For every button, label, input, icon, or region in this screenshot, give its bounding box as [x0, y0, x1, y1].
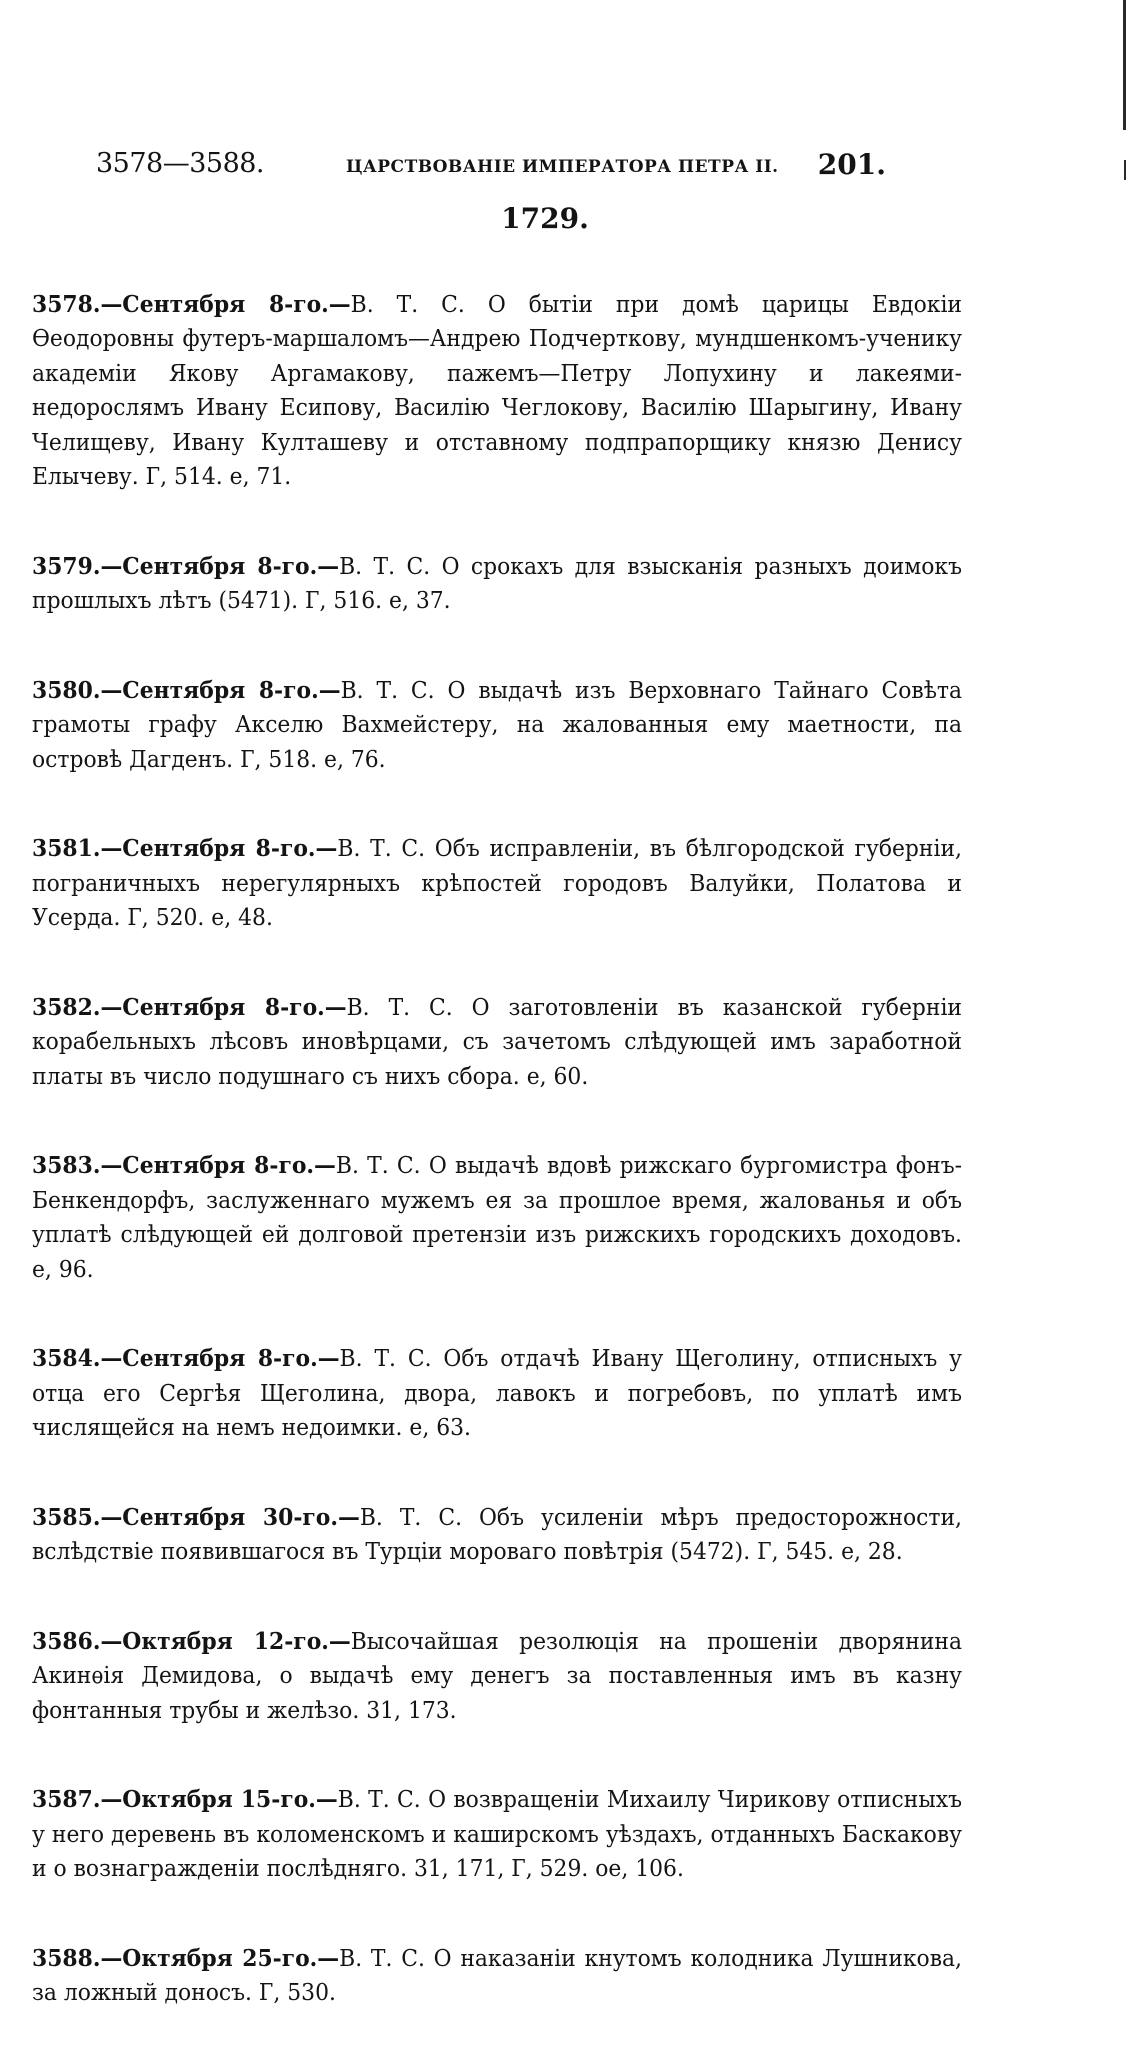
running-title: ЦАРСТВОВАНІЕ ИМПЕРАТОРА ПЕТРА II.: [346, 157, 779, 177]
entry-number: 3583.: [32, 1151, 101, 1179]
entry-number: 3584.: [32, 1344, 101, 1372]
entry: [32, 1148, 962, 1286]
entry-date: —Сентября 8-го.—: [100, 675, 341, 704]
entry: [32, 831, 962, 935]
entry-date: —Октября 12-го.—: [100, 1626, 351, 1655]
entry-text: В. Т. С. О наказаніи кнутомъ колодника Лушникова, за ложный доносъ. Г, 530.: [32, 1943, 962, 2006]
scan-edge-mark: [1124, 160, 1126, 180]
entry-date: —Октября 25-го.—: [100, 1943, 340, 1972]
entry-number: 3586.: [32, 1626, 101, 1655]
entry-number: 3581.: [32, 834, 101, 862]
entry-date: —Сентября 8-го.—: [100, 992, 347, 1021]
year-heading: 1729.: [501, 202, 589, 235]
entry-number: 3580.: [32, 675, 101, 704]
entry-text: В. Т. С. О бытіи при домѣ царицы Евдокіи Ѳеодоровны футеръ-маршаломъ—Андрею Подчерткову, мундшенкомъ-ученику академіи Якову Аргамакову, пажемъ—Петру Лопухину и лакеями-недорослямъ Ивану Есипову, Василію Чеглокову, Василію Шарыгину, Ивану Челищеву, Ивану Култашеву и отставному подпрапорщику князю Денису Елычеву. Г, 514. е, 71.: [32, 289, 963, 490]
entries-list: [32, 263, 962, 2065]
entry: [32, 673, 962, 777]
entry-date: —Сентября 30-го.—: [100, 1502, 360, 1531]
entry-text: В. Т. С. О срокахъ для взысканія разныхъ доимокъ прошлыхъ лѣтъ (5471). Г, 516. е, 37.: [32, 551, 963, 614]
scan-edge-line: [1123, 0, 1126, 130]
entry-text: Высочайшая резолюція на прошеніи дворянина Акинѳія Демидова, о выдачѣ ему денегъ за поставленныя имъ въ казну фонтанныя трубы и желѣзо. 31, 173.: [32, 1626, 962, 1724]
entry: [32, 287, 962, 494]
entry-date: —Сентября 8-го.—: [100, 1344, 340, 1372]
entry-date: —Сентября 8-го.—: [100, 1151, 336, 1179]
entry-text: В. Т. С. Объ отдачѣ Ивану Щеголину, отписныхъ у отца его Сергѣя Щеголина, двора, лавокъ и погребовъ, по уплатѣ имъ числящейся на немъ недоимки. е, 63.: [32, 1344, 962, 1441]
entry-range: 3578—3588.: [96, 148, 265, 179]
entry-text: В. Т. С. О выдачѣ вдовѣ рижскаго бургомистра фонъ-Бенкендорфъ, заслуженнаго мужемъ ея за прошлое время, жалованья и объ уплатѣ слѣдующей ей долговой претензіи изъ рижскихъ городскихъ доходовъ. е, 96.: [32, 1151, 963, 1283]
entry: [32, 1624, 962, 1728]
entry: [32, 1941, 962, 2010]
entry: [32, 549, 962, 618]
entry-text: В. Т. С. Объ исправленіи, въ бѣлгородской губерніи, пограничныхъ нерегулярныхъ крѣпостей городовъ Валуйки, Полатова и Усерда. Г, 520. е, 48.: [32, 834, 962, 931]
entry-number: 3578.: [32, 289, 101, 318]
entry-date: —Октября 15-го.—: [100, 1785, 338, 1813]
entry-number: 3579.: [32, 551, 101, 580]
entry: [32, 1500, 962, 1569]
entry-text: В. Т. С. О заготовленіи въ казанской губерніи корабельныхъ лѣсовъ иновѣрцами, съ зачетомъ слѣдующей имъ заработной платы въ число подушнаго съ нихъ сбора. е, 60.: [32, 992, 962, 1090]
entry-text: В. Т. С. О возвращеніи Михаилу Чирикову отписныхъ у него деревень въ коломенскомъ и каширскомъ уѣздахъ, отданныхъ Баскакову и о вознагражденіи послѣдняго. 31, 171, Г, 529. ое, 106.: [32, 1785, 962, 1882]
entry-date: —Сентября 8-го.—: [100, 551, 340, 580]
entry-date: —Сентября 8-го.—: [100, 289, 351, 318]
entry-number: 3582.: [32, 992, 101, 1021]
entry-text: В. Т. С. Объ усиленіи мѣръ предосторожности, вслѣдствіе появившагося въ Турціи мороваго повѣтрія (5472). Г, 545. е, 28.: [32, 1502, 963, 1565]
entry-number: 3587.: [32, 1785, 101, 1813]
running-header: [96, 148, 886, 188]
entry: [32, 1782, 962, 1886]
entry: [32, 990, 962, 1094]
entry: [32, 1341, 962, 1445]
entry-number: 3585.: [32, 1502, 101, 1531]
entry-date: —Сентября 8-го.—: [100, 834, 338, 862]
entry-text: В. Т. С. О выдачѣ изъ Верховнаго Тайнаго Совѣта грамоты графу Акселю Вахмейстеру, на жалованныя ему маетности, па островѣ Дагденъ. Г, 518. е, 76.: [32, 675, 962, 773]
entry-number: 3588.: [32, 1943, 101, 1972]
page-number: 201.: [817, 148, 886, 181]
